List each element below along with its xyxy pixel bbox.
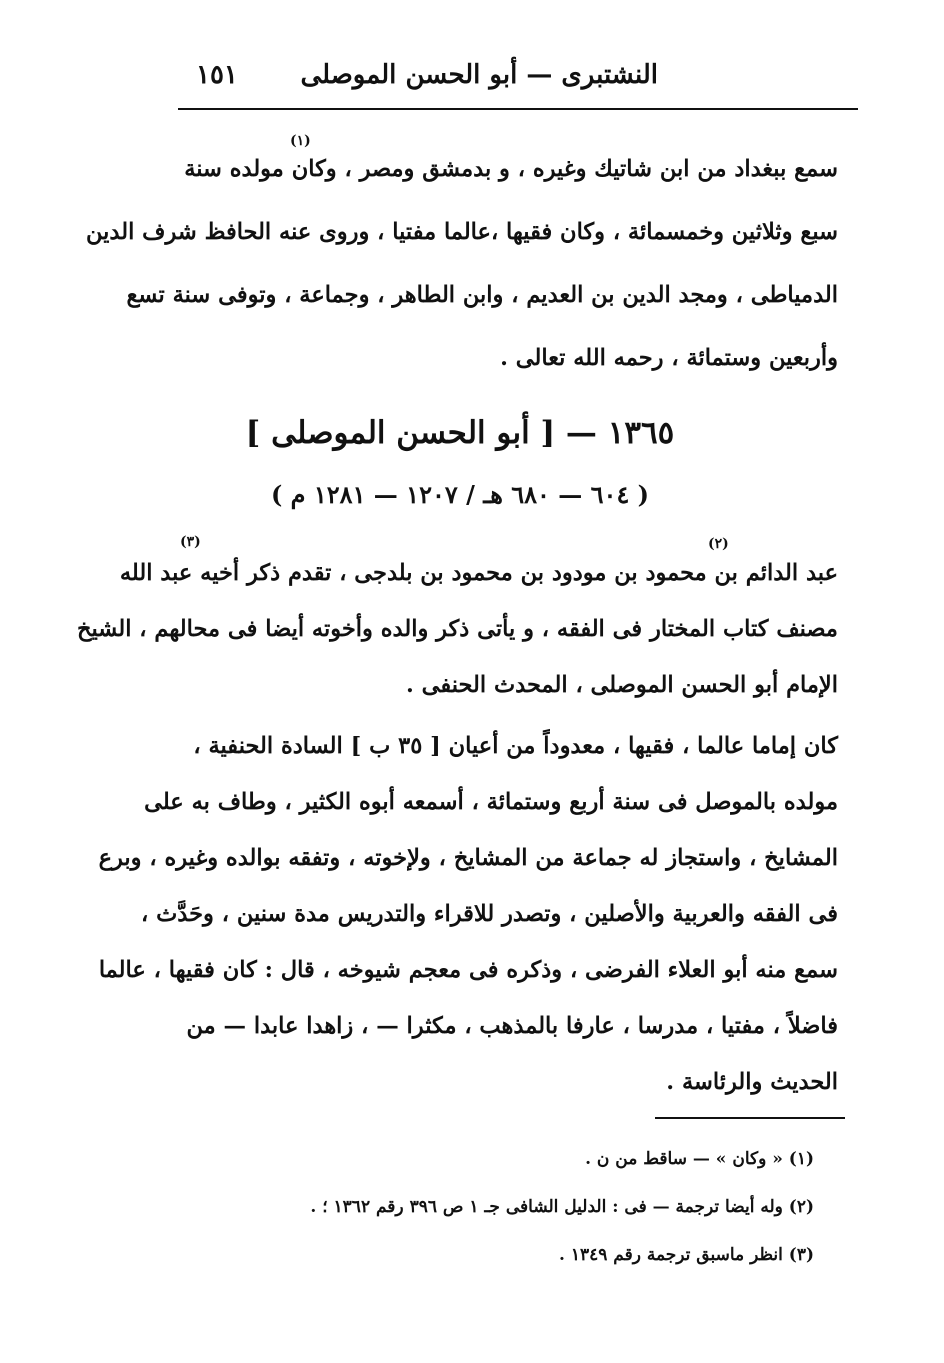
footnote-2: (٢) وله أيضا ترجمة — فى : الدليل الشافى جـ ١ ص ٣٩٦ رقم ١٣٦٢ ؛ . <box>310 1197 814 1217</box>
footnote-rule <box>655 1117 845 1119</box>
paragraph-line: وأربعين وستمائة ، رحمه الله تعالى . <box>500 345 838 371</box>
footnote-3: (٣) انظر ماسبق ترجمة رقم ١٣٤٩ . <box>558 1245 814 1265</box>
page-number: ١٥١ <box>196 60 238 90</box>
footnote-marker-3: (٣) <box>180 534 201 550</box>
footnotes <box>254 1135 814 1279</box>
paragraph-line: فى الفقه والعربية والأصلين ، وتصدر للاقراء والتدريس مدة سنين ، وحَدَّث ، <box>141 901 838 927</box>
paragraph-3 <box>98 718 838 1110</box>
entry-dates: ( ٦٠٤ — ٦٨٠ هـ / ١٢٠٧ — ١٢٨١ م ) <box>270 480 650 509</box>
paragraph-line: المشايخ ، واستجاز له جماعة من المشايخ ، ولإخوته ، وتفقه بوالده وغيره ، وبرع <box>98 845 838 871</box>
paragraph-line: كان إماما عالما ، فقيها ، معدوداً من أعيان [ ٣٥ ب ] السادة الحنفية ، <box>193 733 838 759</box>
header-title: النشتبرى — أبو الحسن الموصلى <box>300 60 658 90</box>
paragraph-line: عبد الدائم بن محمود بن مودود بن محمود بن بلدجى ، تقدم ذكر أخيه عبد الله <box>119 560 838 586</box>
footnote-marker-2: (٢) <box>708 536 729 552</box>
paragraph-line: سبع وثلاثين وخمسمائة ، وكان فقيها ،عالما مفتيا ، وروى عنه الحافظ شرف الدين <box>86 219 838 245</box>
footnote-1: (١) « وكان » — ساقط من ن . <box>585 1149 814 1169</box>
paragraph-line: سمع منه أبو العلاء الفرضى ، وذكره فى معجم شيوخه ، قال : كان فقيها ، عالما <box>98 957 838 983</box>
entry-title: ١٣٦٥ — [ أبو الحسن الموصلى ] <box>245 415 675 451</box>
paragraph-line: سمع ببغداد من ابن شاتيك وغيره ، و بدمشق ومصر ، وكان مولده سنة <box>184 156 838 182</box>
footnote-marker-1: (١) <box>290 133 311 149</box>
header-rule <box>178 108 858 110</box>
paragraph-line: الحديث والرئاسة . <box>666 1069 838 1095</box>
paragraph-line: الدمياطى ، ومجد الدين بن العديم ، وابن الطاهر ، وجماعة ، وتوفى سنة تسع <box>126 282 838 308</box>
paragraph-line: مولده بالموصل فى سنة أربع وستمائة ، أسمعه أبوه الكثير ، وطاف به على <box>144 789 838 815</box>
paragraph-line: الإمام أبو الحسن الموصلى ، المحدث الحنفى . <box>405 672 838 698</box>
running-header <box>178 52 848 102</box>
paragraph-line: مصنف كتاب المختار فى الفقه ، و يأتى ذكر والده وأخوته أيضا فى محالهم ، الشيخ <box>76 616 838 642</box>
paragraph-2 <box>76 545 838 713</box>
paragraph-1 <box>86 138 838 390</box>
paragraph-line: فاضلاً ، مفتيا ، مدرسا ، عارفا بالمذهب ، مكثرا — ، زاهدا عابدا — من <box>186 1013 838 1039</box>
